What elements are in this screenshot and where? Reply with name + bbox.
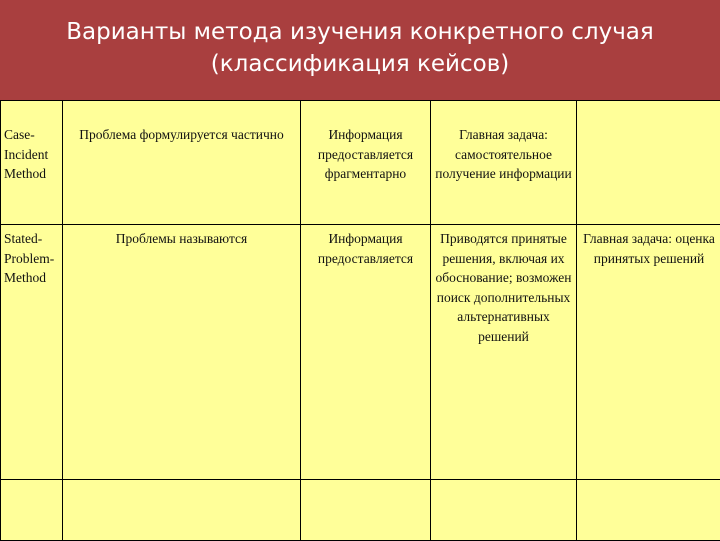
table-row	[1, 225, 720, 480]
method-name-cell	[1, 480, 63, 541]
problem-cell: Проблема формулируется частично	[63, 101, 301, 225]
information-cell: Информация предоставляется	[301, 225, 431, 480]
extra-cell	[577, 480, 720, 541]
problem-cell: Проблемы называются	[63, 225, 301, 480]
method-name-cell: Stated-Problem-Method	[1, 225, 63, 480]
problem-cell	[63, 480, 301, 541]
case-methods-table	[0, 100, 720, 541]
extra-cell	[577, 101, 720, 225]
slide-title-line-2: (классификация кейсов)	[0, 48, 720, 80]
slide-title	[0, 0, 720, 100]
method-name-cell: Case-Incident Method	[1, 101, 63, 225]
information-cell	[301, 480, 431, 541]
extra-cell: Главная задача: оценка принятых решений	[577, 225, 720, 480]
table-row	[1, 480, 720, 541]
slide-title-line-1: Варианты метода изучения конкретного случая	[0, 16, 720, 48]
task-cell	[431, 480, 577, 541]
information-cell: Информация предоставляется фрагментарно	[301, 101, 431, 225]
task-cell: Главная задача: самостоятельное получение информации	[431, 101, 577, 225]
task-cell: Приводятся принятые решения, включая их обоснование; возможен поиск дополнительных альтернативных решений	[431, 225, 577, 480]
table-row	[1, 101, 720, 225]
